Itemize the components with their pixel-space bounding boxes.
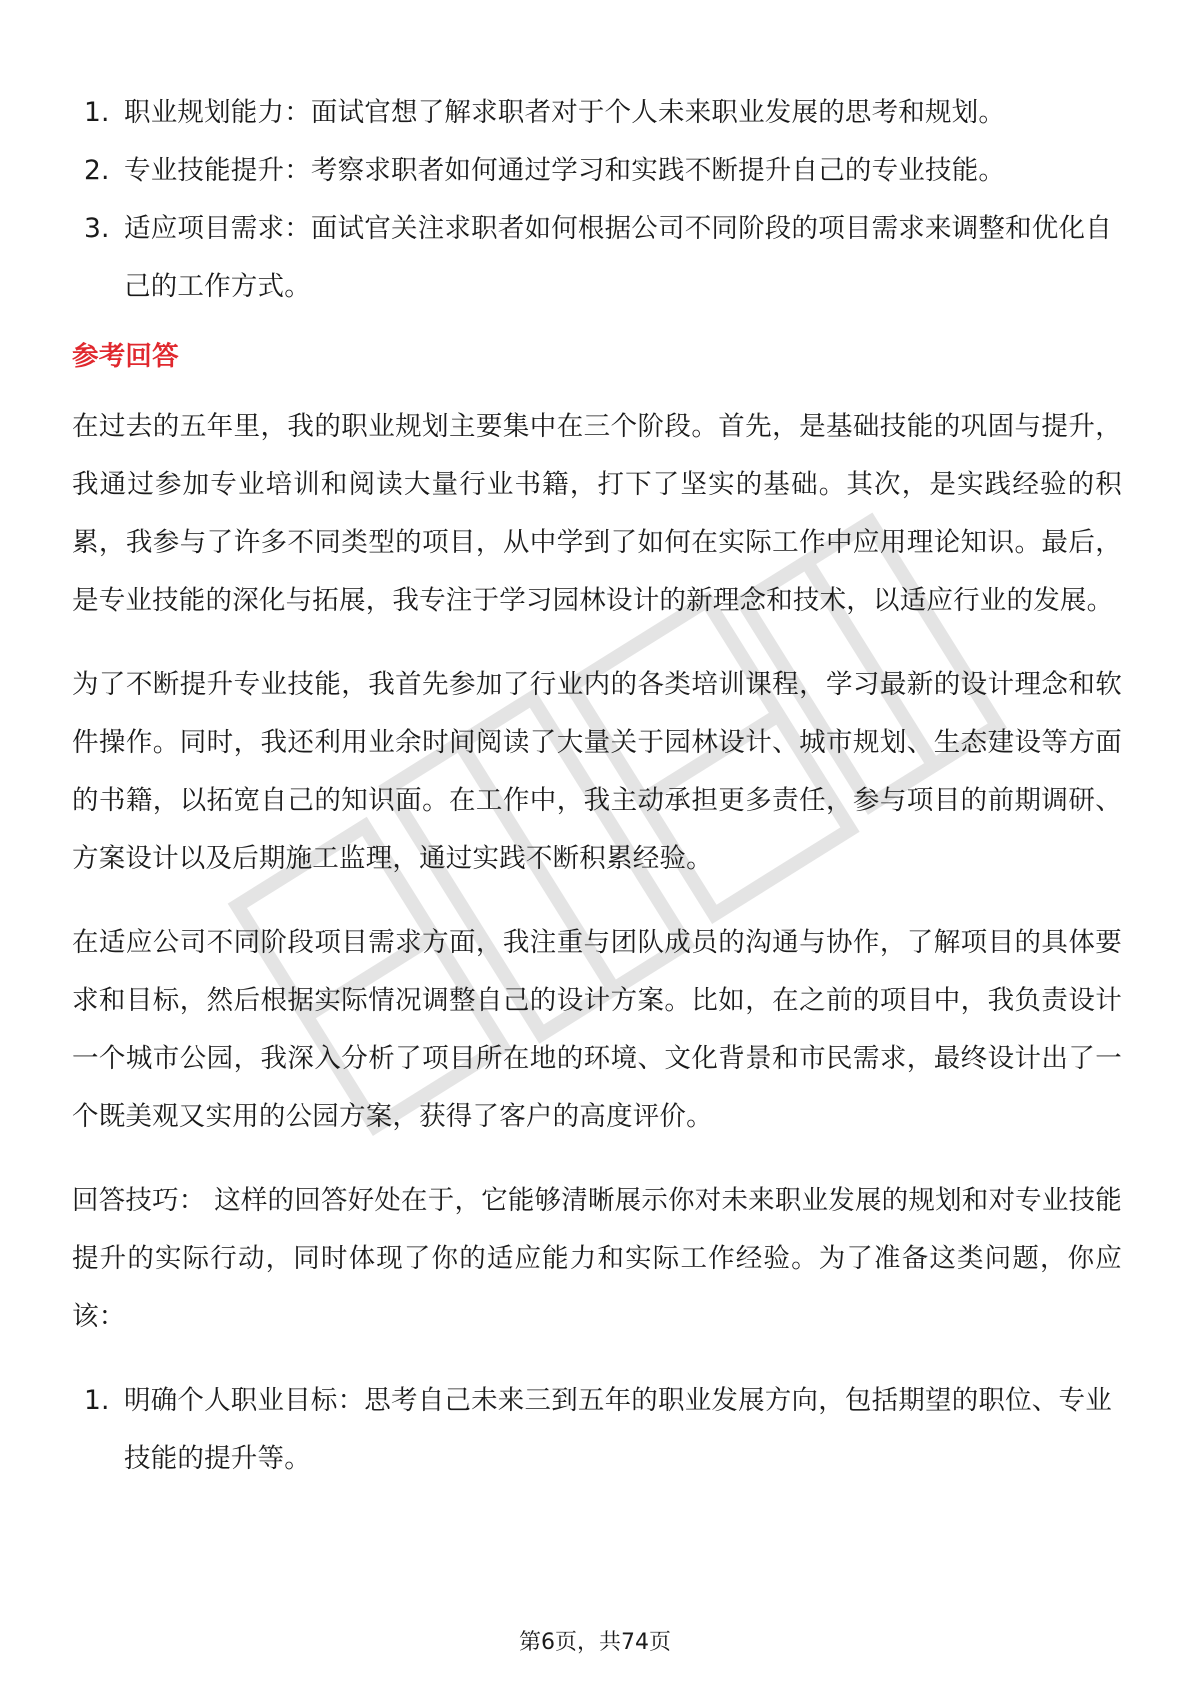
list-item-text: 专业技能提升：考察求职者如何通过学习和实践不断提升自己的专业技能。	[124, 155, 1006, 186]
preparation-list	[72, 1372, 1122, 1488]
page-footer: 第6页，共74页	[519, 1630, 671, 1655]
answer-paragraph-3: 在适应公司不同阶段项目需求方面，我注重与团队成员的沟通与协作，了解项目的具体要求和目标，然后根据实际情况调整自己的设计方案。比如，在之前的项目中，我负责设计一个城市公园，我深入分析了项目所在地的环境、文化背景和市民需求，最终设计出了一个既美观又实用的公园方案，获得了客户的高度评价。	[72, 927, 1122, 1132]
list-number: 1.	[84, 1385, 110, 1416]
answer-tips-paragraph: 回答技巧： 这样的回答好处在于，它能够清晰展示你对未来职业发展的规划和对专业技能提升的实际行动，同时体现了你的适应能力和实际工作经验。为了准备这类问题，你应该：	[72, 1185, 1122, 1332]
answer-paragraph-2: 为了不断提升专业技能，我首先参加了行业内的各类培训课程，学习最新的设计理念和软件操作。同时，我还利用业余时间阅读了大量关于园林设计、城市规划、生态建设等方面的书籍，以拓宽自己的知识面。在工作中，我主动承担更多责任，参与项目的前期调研、方案设计以及后期施工监理，通过实践不断积累经验。	[72, 669, 1122, 874]
document-body	[72, 84, 1122, 1488]
list-item-text: 职业规划能力：面试官想了解求职者对于个人未来职业发展的思考和规划。	[124, 97, 1006, 128]
list-item-text: 明确个人职业目标：思考自己未来三到五年的职业发展方向，包括期望的职位、专业技能的提升等。	[124, 1385, 1112, 1474]
list-item	[72, 142, 1122, 200]
list-item	[72, 1372, 1122, 1488]
list-item	[72, 200, 1122, 316]
section-title: 参考回答	[72, 341, 179, 372]
list-number: 2.	[84, 155, 110, 186]
list-item-text: 适应项目需求：面试官关注求职者如何根据公司不同阶段的项目需求来调整和优化自己的工作方式。	[124, 213, 1112, 302]
criteria-list	[72, 84, 1122, 316]
list-item	[72, 84, 1122, 142]
list-number: 1.	[84, 97, 110, 128]
answer-paragraph-1: 在过去的五年里，我的职业规划主要集中在三个阶段。首先，是基础技能的巩固与提升，我通过参加专业培训和阅读大量行业书籍，打下了坚实的基础。其次，是实践经验的积累，我参与了许多不同类型的项目，从中学到了如何在实际工作中应用理论知识。最后，是专业技能的深化与拓展，我专注于学习园林设计的新理念和技术，以适应行业的发展。	[72, 411, 1122, 616]
list-number: 3.	[84, 213, 110, 244]
